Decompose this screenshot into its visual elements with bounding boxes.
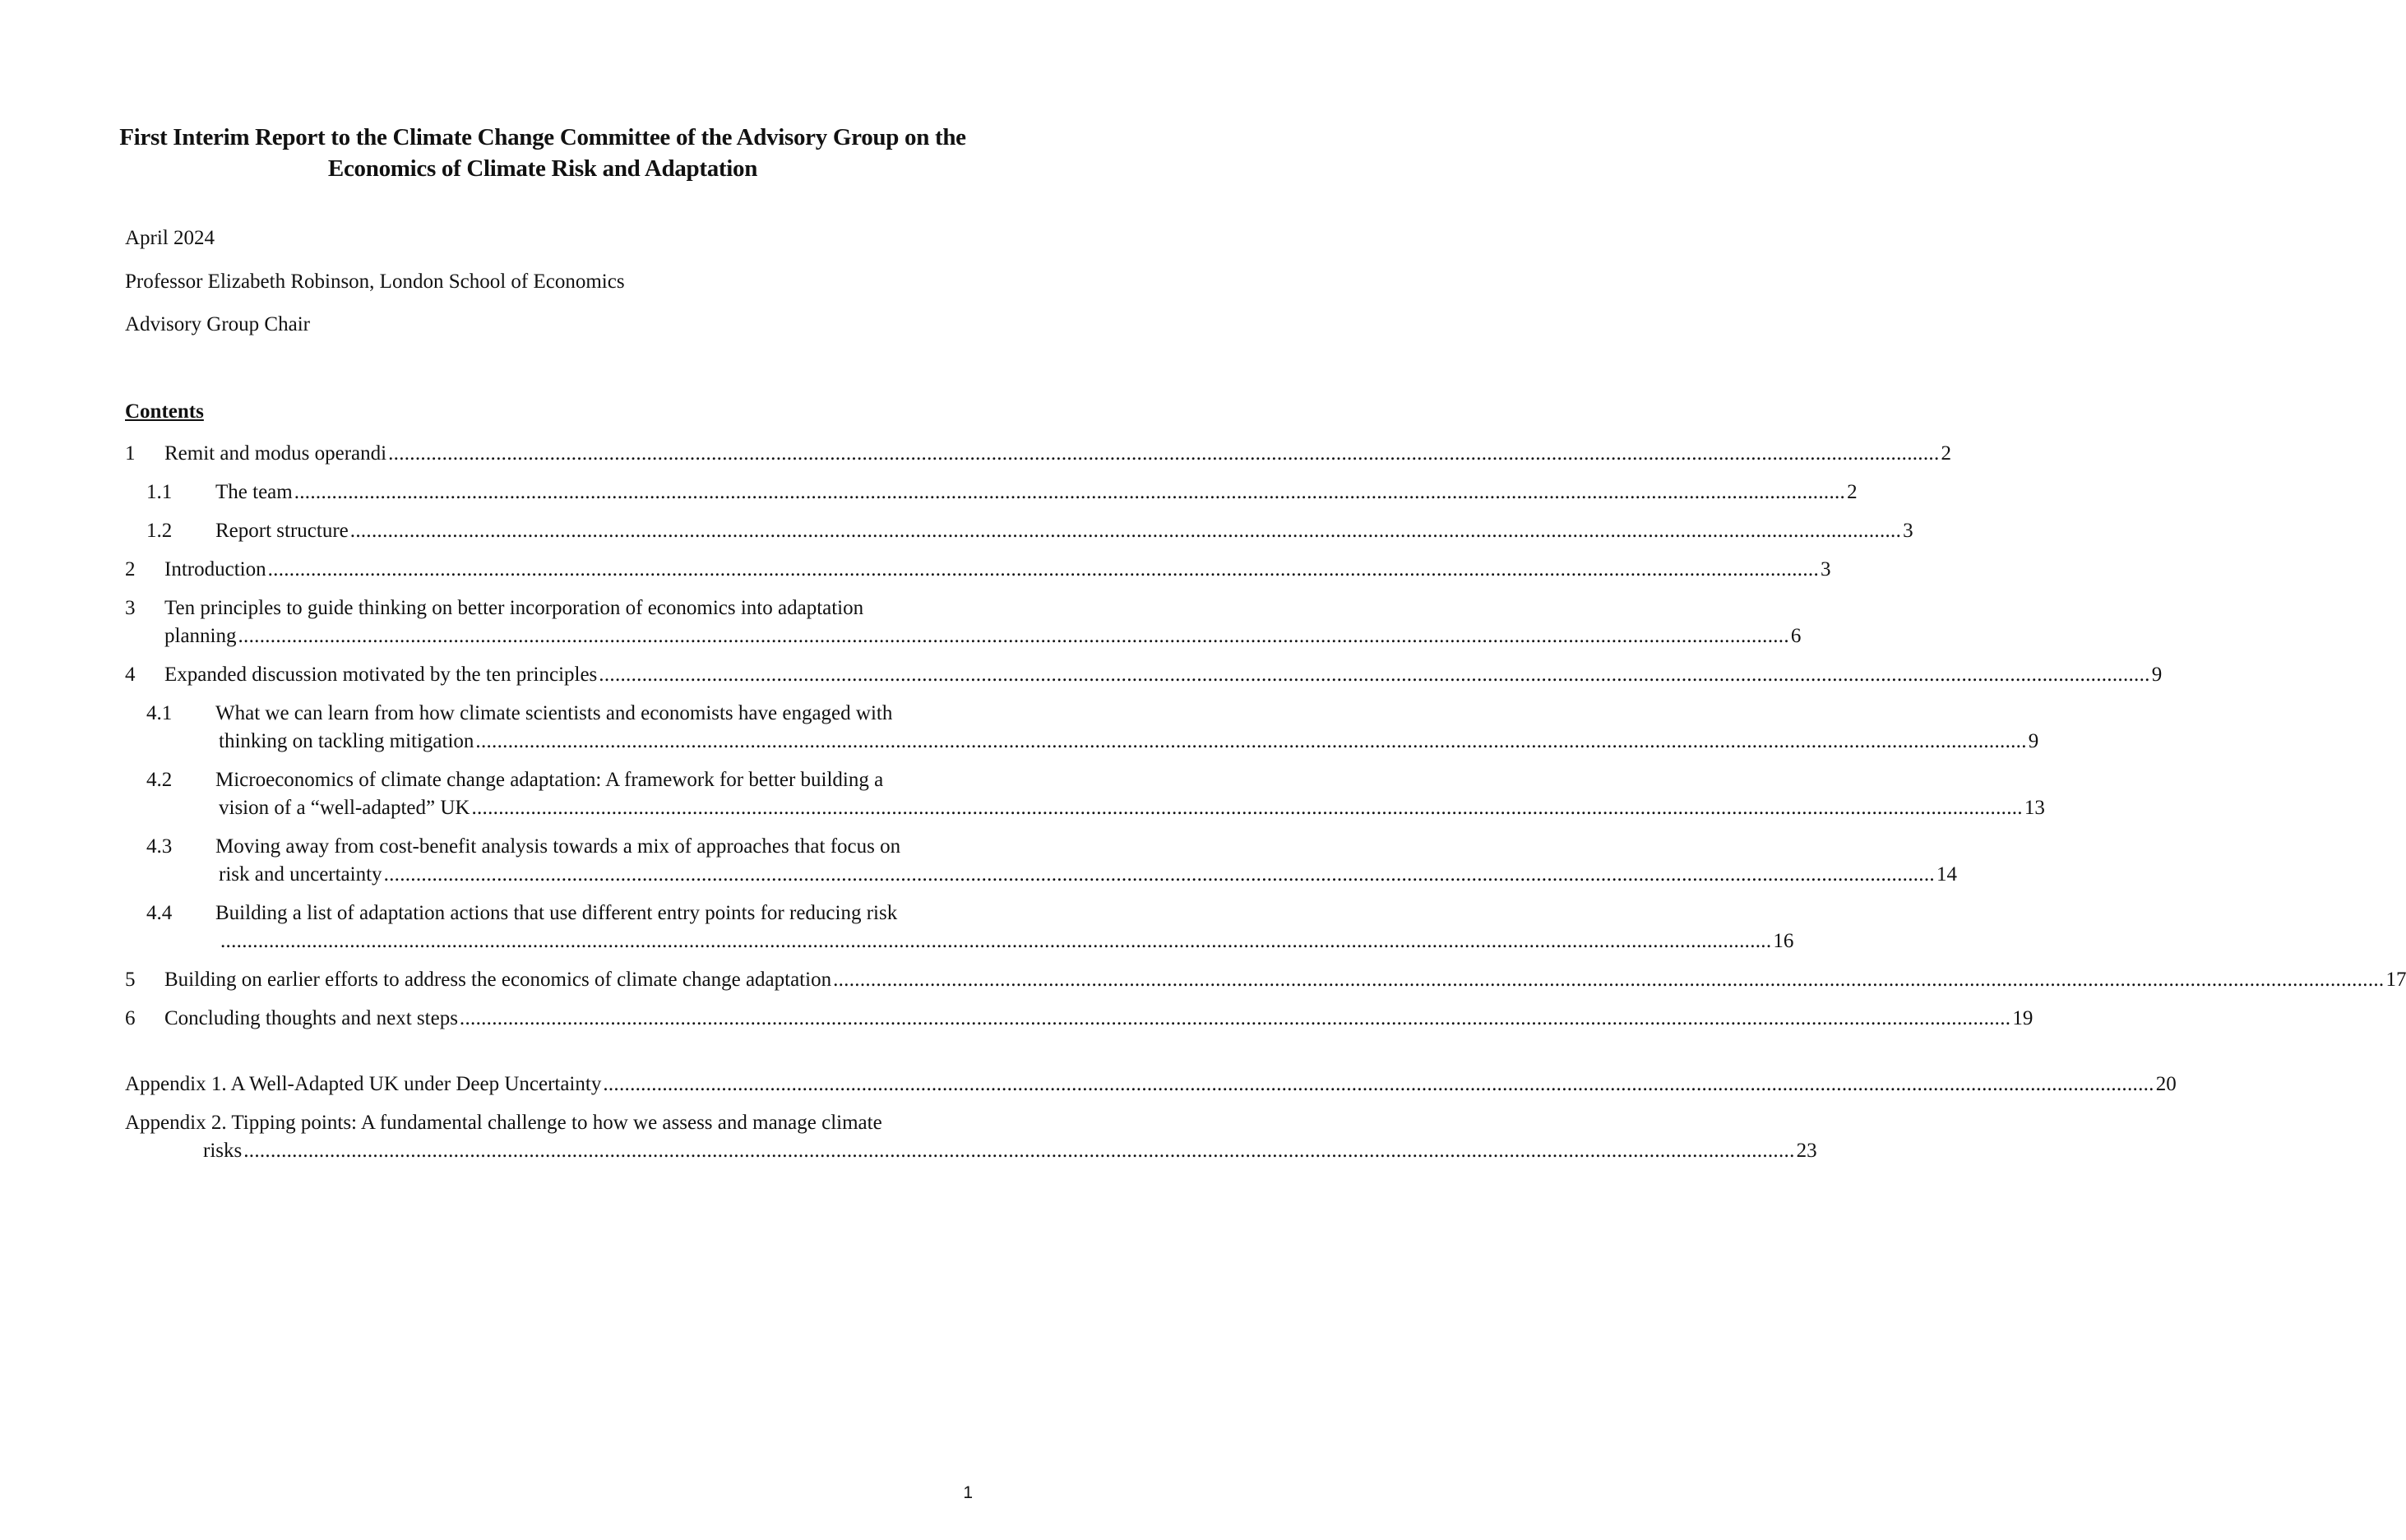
toc-entry-title: Building on earlier efforts to address the economics of climate change adaptation <box>164 969 832 991</box>
appendix-title: Appendix 1. A Well-Adapted UK under Deep Uncertainty <box>125 1073 602 1095</box>
document-title: First Interim Report to the Climate Change Committee of the Advisory Group on the Economics of Climate Risk and Adaptation <box>119 124 966 182</box>
toc-entry-title: Ten principles to guide thinking on better incorporation of economics into adaptation <box>164 597 864 619</box>
appendix-entry-2[interactable] <box>125 1109 1817 1165</box>
toc-entry-page: 6 <box>1790 625 1802 647</box>
toc-entry-page: 3 <box>1903 520 1913 542</box>
dot-leader <box>384 861 1935 889</box>
toc-entry-page: 2 <box>1847 481 1858 503</box>
toc-entry-title-continued: thinking on tackling mitigation <box>219 730 474 752</box>
toc-entry-title-continued: planning <box>164 625 237 647</box>
appendix-title-continued: risks <box>203 1140 243 1162</box>
author-line: Professor Elizabeth Robinson, London School of Economics <box>125 271 625 293</box>
dot-leader <box>388 440 1939 468</box>
appendix-page: 23 <box>1796 1140 1817 1162</box>
dot-leader <box>599 661 2149 689</box>
author-role: Advisory Group Chair <box>125 313 310 335</box>
toc-entry-4-3[interactable] <box>125 833 1957 889</box>
toc-entry-number: 5 <box>125 969 136 991</box>
toc-entry-title: The team <box>215 481 293 503</box>
toc-entry-page: 9 <box>2028 730 2039 752</box>
toc-entry-4-1[interactable] <box>125 700 2039 756</box>
toc-entry-page: 19 <box>2012 1007 2034 1029</box>
toc-entry-1[interactable] <box>125 440 1951 468</box>
toc-entry-title: Concluding thoughts and next steps <box>164 1007 458 1029</box>
dot-leader <box>603 1071 2154 1098</box>
toc-entry-number: 4.1 <box>146 702 173 724</box>
toc-entry-title: Microeconomics of climate change adaptation: A framework for better building a <box>215 769 884 791</box>
toc-entry-number: 4.4 <box>146 902 173 924</box>
toc-entry-4-2[interactable] <box>125 766 2045 822</box>
appendix-title: Appendix 2. Tipping points: A fundamental challenge to how we assess and manage climate <box>125 1112 882 1134</box>
toc-entry-number: 6 <box>125 1007 136 1029</box>
toc-entry-number: 3 <box>125 597 136 619</box>
toc-entry-title-continued: risk and uncertainty <box>219 863 382 886</box>
toc-entry-page: 3 <box>1821 558 1831 580</box>
toc-entry-title: Introduction <box>164 558 266 580</box>
toc-entry-number: 1.1 <box>146 481 173 503</box>
toc-entry-1-2[interactable] <box>125 517 1913 545</box>
toc-entry-page: 17 <box>2385 969 2406 991</box>
toc-entry-number: 1 <box>125 442 136 465</box>
toc-entry-page: 2 <box>1941 442 1951 465</box>
toc-entry-title: Remit and modus operandi <box>164 442 387 465</box>
toc-entry-title: Building a list of adaptation actions that use different entry points for reducing risk <box>215 902 898 924</box>
table-of-contents <box>125 440 2406 1043</box>
dot-leader <box>220 927 1771 955</box>
toc-entry-number: 1.2 <box>146 520 173 542</box>
appendix-page: 20 <box>2155 1073 2177 1095</box>
dot-leader <box>350 517 1901 545</box>
toc-entry-number: 4 <box>125 664 136 686</box>
toc-entry-page: 14 <box>1936 863 1957 886</box>
dot-leader <box>238 622 1789 650</box>
toc-entry-2[interactable] <box>125 556 1831 584</box>
toc-entry-6[interactable] <box>125 1005 2034 1033</box>
toc-entry-3[interactable] <box>125 594 1802 650</box>
toc-entry-title-continued: vision of a “well-adapted” UK <box>219 797 470 819</box>
toc-entry-title: Moving away from cost-benefit analysis towards a mix of approaches that focus on <box>215 835 901 858</box>
toc-entry-number: 4.2 <box>146 769 173 791</box>
dot-leader <box>268 556 1819 584</box>
dot-leader <box>833 966 2384 994</box>
toc-entry-title: What we can learn from how climate scientists and economists have engaged with <box>215 702 893 724</box>
appendix-list <box>125 1071 2177 1176</box>
toc-entry-number: 2 <box>125 558 136 580</box>
toc-entry-title: Report structure <box>215 520 349 542</box>
toc-entry-page: 13 <box>2024 797 2045 819</box>
toc-entry-page: 9 <box>2151 664 2163 686</box>
toc-entry-5[interactable] <box>125 966 2406 994</box>
dot-leader <box>243 1137 1794 1165</box>
toc-entry-4[interactable] <box>125 661 2163 689</box>
toc-entry-page: 16 <box>1773 930 1794 952</box>
toc-entry-number: 4.3 <box>146 835 173 858</box>
dot-leader <box>460 1005 2010 1033</box>
toc-entry-title: Expanded discussion motivated by the ten principles <box>164 664 598 686</box>
contents-heading: Contents <box>125 400 204 423</box>
toc-entry-1-1[interactable] <box>125 479 1858 506</box>
toc-entry-4-4[interactable] <box>125 899 1794 955</box>
appendix-entry-1[interactable] <box>125 1071 2177 1098</box>
dot-leader <box>294 479 1845 506</box>
dot-leader <box>471 794 2022 822</box>
report-date: April 2024 <box>125 227 215 249</box>
dot-leader <box>475 728 2026 756</box>
page-number: 1 <box>963 1483 973 1502</box>
